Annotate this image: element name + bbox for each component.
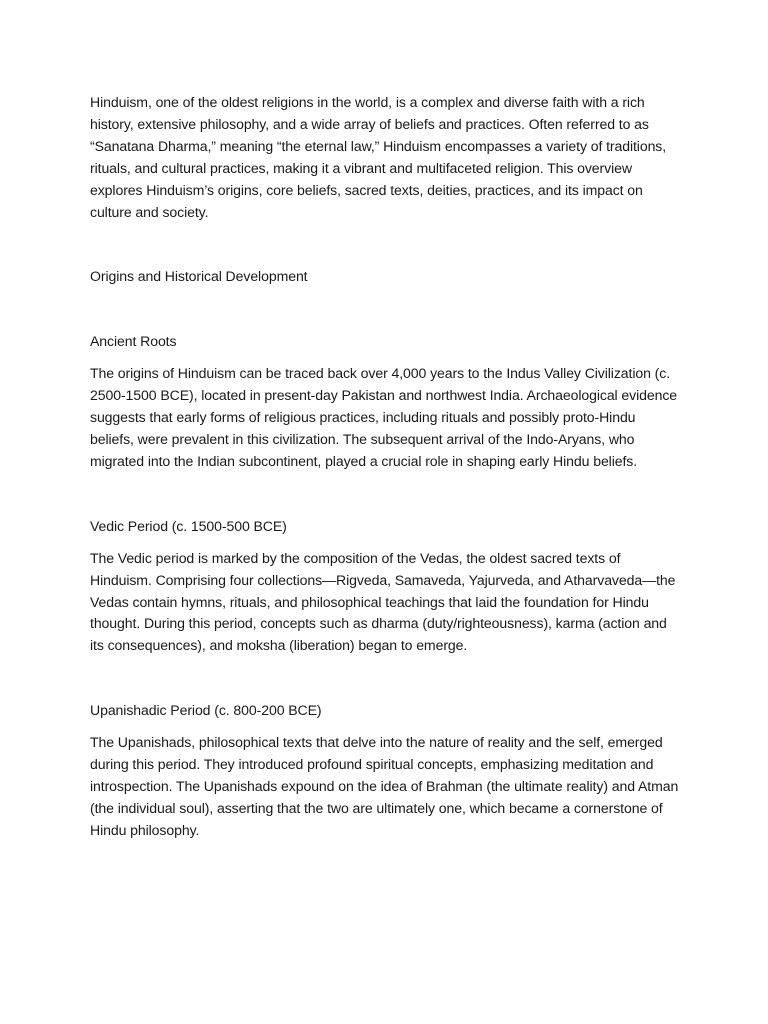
subsection-body-upanishadic-period: The Upanishads, philosophical texts that delve into the nature of reality and the self, emerged during this period. They introduced profound spiritual concepts, emphasizing meditation and introspection. The Upanishads expound on the idea of Brahman (the ultimate reality) and Atman (the individual soul), asserting that the two are ultimately one, which became a cornerstone of Hindu philosophy. bbox=[90, 734, 679, 838]
subsection-body-ancient-roots: The origins of Hinduism can be traced back over 4,000 years to the Indus Valley Civilization (c. 2500-1500 BCE), located in present-day Pakistan and northwest India. Archaeological evidence suggests that early forms of religious practices, including rituals and possibly proto-Hindu beliefs, were prevalent in this civilization. The subsequent arrival of the Indo-Aryans, who migrated into the Indian subcontinent, played a crucial role in shaping early Hindu beliefs. bbox=[90, 365, 678, 469]
intro-paragraph: Hinduism, one of the oldest religions in the world, is a complex and diverse faith with a rich history, extensive philosophy, and a wide array of beliefs and practices. Often referred to as “Sanatana Dharma,” meaning “the eternal law,” Hinduism encompasses a variety of traditions, rituals, and cultural practices, making it a vibrant and multifaceted religion. This overview explores Hinduism’s origins, core beliefs, sacred texts, deities, practices, and its impact on culture and society. bbox=[90, 94, 667, 220]
section-title: Origins and Historical Development bbox=[90, 268, 308, 285]
subsection-heading-upanishadic-period: Upanishadic Period (c. 800-200 BCE) bbox=[90, 702, 322, 719]
document-page bbox=[90, 92, 680, 885]
subsection-heading-ancient-roots: Ancient Roots bbox=[90, 333, 177, 350]
subsection-heading-vedic-period: Vedic Period (c. 1500-500 BCE) bbox=[90, 517, 287, 534]
subsection-body-vedic-period: The Vedic period is marked by the composition of the Vedas, the oldest sacred texts of Hinduism. Comprising four collections—Rigveda, Samaveda, Yajurveda, and Atharvaveda—the Vedas contain hymns, rituals, and philosophical teachings that laid the foundation for Hindu thought. During this period, concepts such as dharma (duty/righteousness), karma (action and its consequences), and moksha (liberation) began to emerge. bbox=[90, 549, 676, 654]
